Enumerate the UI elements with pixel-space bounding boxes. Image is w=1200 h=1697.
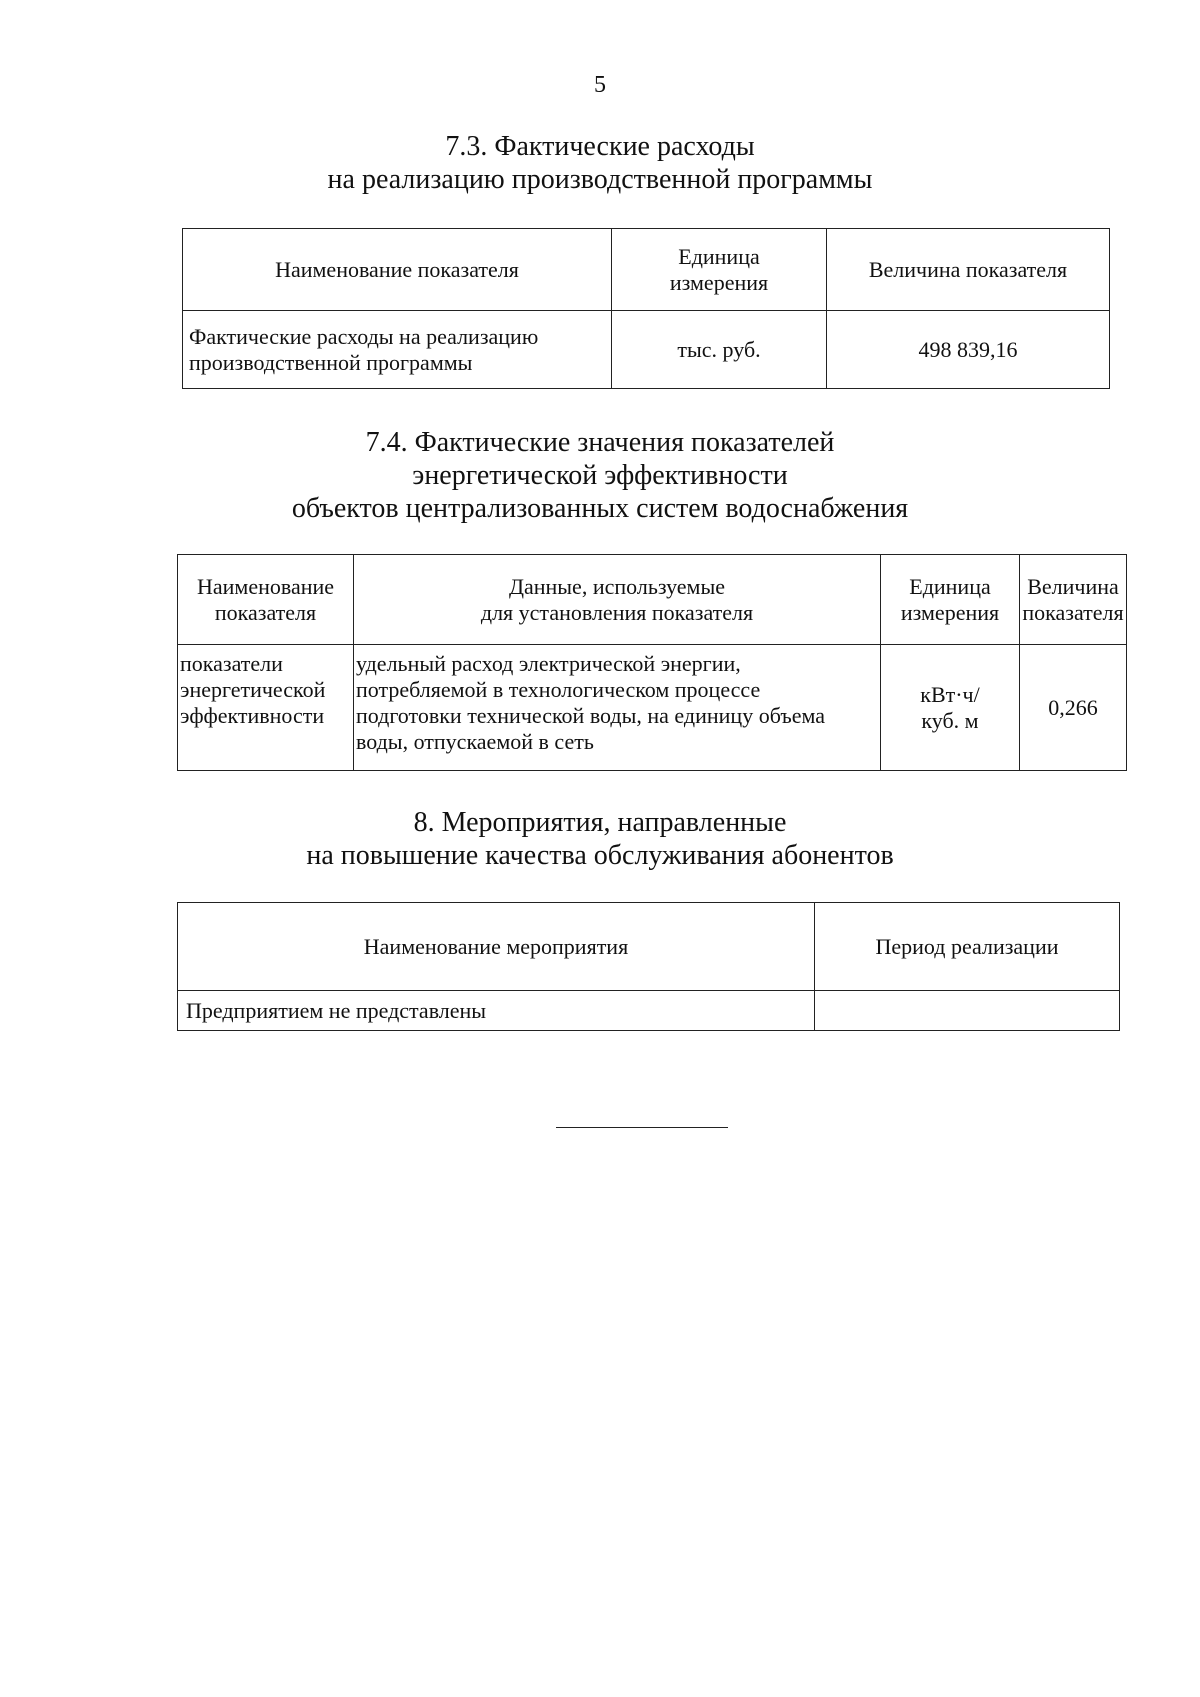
header-name-line-2: показателя — [214, 599, 317, 625]
row-name — [178, 645, 354, 771]
row-data-line-2: потребляемой в технологическом процессе — [356, 677, 761, 702]
row-unit-line-2: куб. м — [921, 707, 979, 733]
table-7-4 — [177, 554, 1127, 771]
table-7-3-header-row — [183, 229, 1110, 311]
section-7-3-title-line-1: 7.3. Фактические расходы — [445, 131, 755, 162]
row-value: 498 839,16 — [827, 311, 1110, 389]
page-number: 5 — [594, 72, 606, 98]
row-data-line-1: удельный расход электрической энергии, — [356, 651, 741, 676]
header-data — [354, 555, 881, 645]
end-rule — [556, 1127, 728, 1128]
row-unit-line-1: кВт·ч/ — [920, 681, 980, 707]
row-data — [354, 645, 881, 771]
header-unit — [612, 229, 827, 311]
row-data-line-4: воды, отпускаемой в сеть — [356, 729, 594, 754]
section-8-title-line-1: 8. Мероприятия, направленные — [413, 807, 787, 838]
table-row — [178, 991, 1120, 1031]
row-name-line-1: Фактические расходы на реализацию — [189, 323, 539, 349]
header-value: Величина показателя — [827, 229, 1110, 311]
row-name-line-1: показатели — [180, 651, 283, 676]
row-unit: тыс. руб. — [612, 311, 827, 389]
header-value-line-1: Величина — [1027, 573, 1119, 599]
table-7-3 — [182, 228, 1110, 389]
section-8-title — [0, 806, 1200, 872]
header-unit-line-1: Единица — [909, 573, 991, 599]
header-data-line-2: для установления показателя — [480, 599, 754, 625]
row-name-line-2: производственной программы — [189, 349, 473, 375]
section-7-4-title-line-3: объектов централизованных систем водоснабжения — [291, 493, 909, 524]
row-period — [815, 991, 1120, 1031]
row-value: 0,266 — [1020, 645, 1127, 771]
section-7-4-title-line-1: 7.4. Фактические значения показателей — [365, 427, 835, 458]
table-8 — [177, 902, 1120, 1031]
row-unit — [881, 645, 1020, 771]
header-name: Наименование показателя — [183, 229, 612, 311]
header-value — [1020, 555, 1127, 645]
section-7-4-title — [0, 426, 1200, 525]
header-unit — [881, 555, 1020, 645]
table-7-4-header-row — [178, 555, 1127, 645]
header-unit-line-2: измерения — [669, 269, 769, 295]
row-name-line-2: энергетической — [180, 677, 326, 702]
row-event-name: Предприятием не представлены — [178, 991, 815, 1031]
header-name-line-1: Наименование — [196, 573, 335, 599]
row-data-line-3: подготовки технической воды, на единицу объема — [356, 703, 826, 728]
table-8-header-row — [178, 903, 1120, 991]
section-7-4-title-line-2: энергетической эффективности — [412, 460, 788, 491]
header-unit-line-2: измерения — [900, 599, 1000, 625]
header-data-line-1: Данные, используемые — [508, 573, 726, 599]
header-value-line-2: показателя — [1022, 599, 1124, 625]
section-7-3-title — [0, 130, 1200, 196]
header-period: Период реализации — [815, 903, 1120, 991]
section-7-3-title-line-2: на реализацию производственной программы — [327, 164, 873, 195]
row-name-line-3: эффективности — [180, 703, 325, 728]
table-row — [178, 645, 1127, 771]
header-unit-line-1: Единица — [678, 243, 760, 269]
row-name — [183, 311, 612, 389]
section-8-title-line-2: на повышение качества обслуживания абонентов — [306, 840, 894, 871]
header-name — [178, 555, 354, 645]
header-event-name: Наименование мероприятия — [178, 903, 815, 991]
table-row — [183, 311, 1110, 389]
